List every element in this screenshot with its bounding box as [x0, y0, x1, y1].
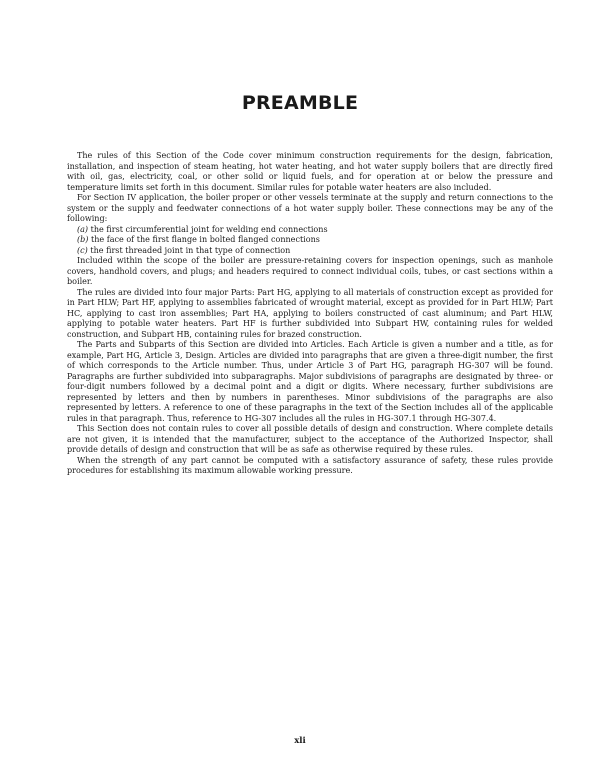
list-item-text: the first threaded joint in that type of connection	[90, 245, 291, 255]
paragraph-included-scope: Included within the scope of the boiler are pressure-retaining covers for inspection openings, such as manhole covers, handhold covers, and plugs; and headers required to connect individual coils, tubes, or cast sections within a boiler.	[67, 256, 553, 286]
list-item-text: the face of the first flange in bolted flanged connections	[91, 235, 320, 244]
list-item-text: the first circumferential joint for welding end connections	[90, 224, 328, 234]
list-item-label: (b)	[77, 235, 89, 244]
paragraph-details: This Section does not contain rules to cover all possible details of design and construction. Where complete details are not given, it is intended that the manufacturer, subject to the acceptance of the Authorized Inspector, shall provide details of design and construction that will be as safe as otherwise required by these rules.	[67, 424, 553, 454]
paragraph-connections: For Section IV application, the boiler proper or other vessels terminate at the supply and return connections to the system or the supply and feedwater connections of a hot water supply boiler. These connections may be any of the following:	[67, 193, 553, 223]
preamble-body	[67, 151, 553, 477]
list-item-label: (a)	[77, 224, 89, 234]
list-item	[67, 225, 553, 236]
list-item	[67, 235, 553, 246]
paragraph-parts: The rules are divided into four major Parts: Part HG, applying to all materials of construction except as provided for in Part HLW; Part HF, applying to assemblies fabricated of wrought material, except as provided for in Part HLW; Part HC, applying to cast iron assemblies; Part HA, applying to boilers constructed of cast aluminum; and Part HLW, applying to potable water heaters. Part HF is further subdivided into Subpart HW, containing rules for welded construction, and Subpart HB, containing rules for brazed construction.	[67, 287, 553, 339]
list-item-label: (c)	[77, 245, 88, 255]
paragraph-articles: The Parts and Subparts of this Section are divided into Articles. Each Article is given a number and a title, as for example, Part HG, Article 3, Design. Articles are divided into paragraphs that are given a three-digit number, the first of which corresponds to the Article number. Thus, under Article 3 of Part HG, paragraph HG-307 will be found. Paragraphs are further subdivided into subparagraphs. Major subdivisions of paragraphs are designated by three- or four-digit numbers followed by a decimal point and a digit or digits. Where necessary, further subdivisions are represented by letters and then by numbers in parentheses. Minor subdivisions of the paragraphs are also represented by letters. A reference to one of these paragraphs in the text of the Section includes all of the applicable rules in that paragraph. Thus, reference to HG-307 includes all the rules in HG-307.1 through HG-307.4.	[67, 340, 553, 423]
list-item	[67, 246, 553, 257]
page-number: xli	[294, 736, 306, 746]
page-title: PREAMBLE	[241, 92, 359, 114]
paragraph-strength: When the strength of any part cannot be computed with a satisfactory assurance of safety, these rules provide procedures for establishing its maximum allowable working pressure.	[67, 455, 553, 475]
paragraph-scope: The rules of this Section of the Code cover minimum construction requirements for the design, fabrication, installation, and inspection of steam heating, hot water heating, and hot water supply boilers that are directly fired with oil, gas, electricity, coal, or other solid or liquid fuels, and for operation at or below the pressure and temperature limits set forth in this document. Similar rules for potable water heaters are also included.	[67, 151, 553, 192]
